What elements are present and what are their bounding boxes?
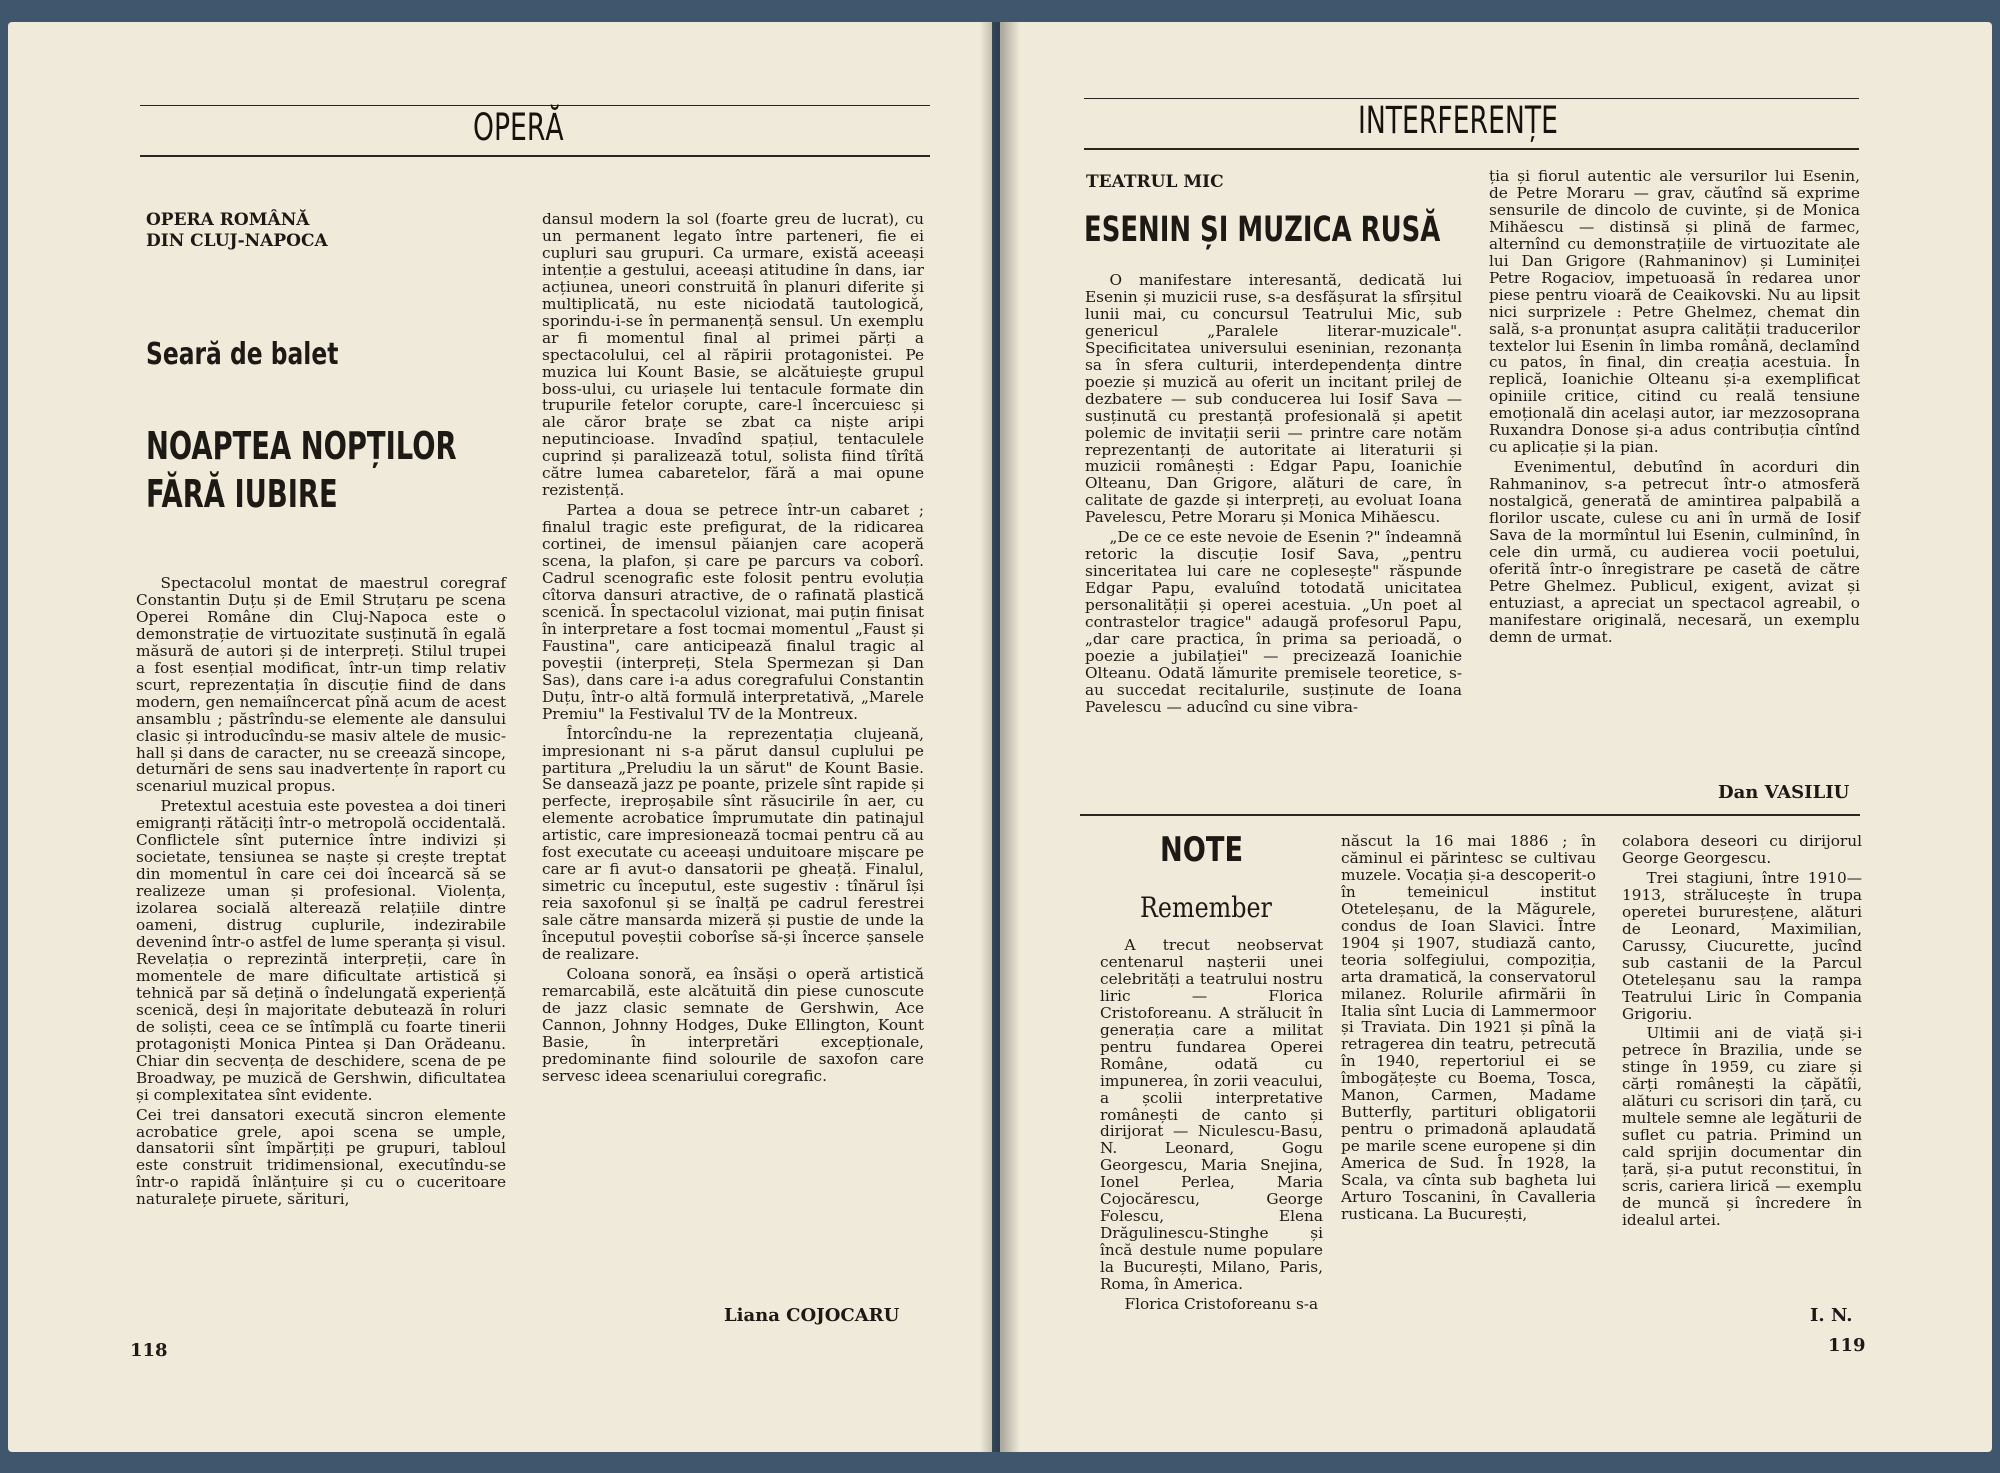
paragraph: Coloana sonoră, ea însăși o operă artistică remarcabilă, este alcătuită din piese cunoscute de jazz clasic semnate de Gershwin, Ace Cannon, Johnny Hodges, Duke Ellington, Kount Basie, în interpretări excepționale, predominante fiind solourile de saxofon care servesc ideea scenariului coregrafic. bbox=[542, 964, 924, 1085]
kicker-line: OPERA ROMÂNĂ bbox=[146, 210, 310, 230]
paragraph: ția și fiorul autentic ale versurilor lui Esenin, de Petre Moraru — grav, căutînd să exprime sensurile de dincolo de cuvinte, și de Monica Mihăescu — distinsă și plină de farmec, alternînd cu demonstrațiile de virtuozitate ale lui Dan Grigore (Rahmaninov) și Luminiței Petre Rogaciov, impetuoasă în redarea unor piese pentru vioară de Ceaikovski. Nu au lipsit nici surprizele : Petre Ghelmez, chemat din sală, s-a pronunțat asupra calității traducerilor textelor lui Esenin în limba română, declamînd cu patos, în final, din creația acestuia. În replică, Ioanichie Olteanu și-a exemplificat opiniile critice, citind cu reală tensiune emoțională din același autor, iar mezzosoprana Ruxandra Donose și-a adus contribuția cîntînd cu aplicație și la pian. bbox=[1489, 167, 1860, 457]
page-number: 119 bbox=[1828, 1335, 1866, 1356]
article-headline bbox=[146, 422, 457, 518]
paragraph: Partea a doua se petrece într-un cabaret ; finalul tragic este prefigurat, de la ridicarea cortinei, de imensul păianjen care acoperă scena, la plafon, și care pe parcurs va coborî. Cadrul scenografic este folosit pentru evoluția cîtorva dansuri atractive, de o rafinată plastică scenică. În spectacolul vizionat, mai puțin finisat în interpretare a fost tocmai momentul „Faust și Faustina", care anticipează finalul tragic al poveștii (interpreți, Stela Spermezan și Dan Sas), dans care i-a adus coregrafului Constantin Duțu, într-o altă formulă interpretativă, „Marele Premiu" la Festivalul TV de la Montreux. bbox=[542, 501, 924, 723]
left-page bbox=[8, 22, 992, 1452]
paragraph: Florica Cristoforeanu s-a bbox=[1124, 1295, 1319, 1314]
article-column-1 bbox=[1085, 272, 1462, 716]
headline-line: FĂRĂ IUBIRE bbox=[146, 472, 338, 516]
article-column-2 bbox=[1489, 168, 1860, 646]
article-kicker: TEATRUL MIC bbox=[1086, 172, 1224, 192]
note-title: Remember bbox=[1140, 891, 1272, 924]
paragraph: Spectacolul montat de maestrul coregraf Constantin Duțu și de Emil Struțaru pe scena Operei Române din Cluj-Napoca este o demonstrație de virtuozitate susținută în egală măsură de autori și de interpreți. Stilul trupei a fost esențial modificat, într-un timp relativ scurt, reprezentația în discuție fiind de dans modern, gen nemaiîncercat pînă acum de acest ansamblu ; păstrîndu-se elemente ale dansului clasic și introducîndu-se masiv altele de music-hall și dans de caracter, nu se creează sincope, deturnări de sens sau inadvertențe în raport cu scenariul muzical propus. bbox=[136, 574, 506, 796]
paragraph: A trecut neobservat centenarul nașterii unei celebrități a teatrului nostru liric — Florica Cristoforeanu. A strălucit în generația care a militat pentru fundarea Operei Române, odată cu impunerea, în zorii veacului, a școlii interpretative românești de canto și dirijorat — Niculescu-Basu, N. Leonard, Gogu Georgescu, Maria Snejina, Ionel Perlea, Maria Cojocărescu, George Folescu, Elena Drăgulinescu-Stinghe și încă destule nume populare la București, Milano, Paris, Roma, în America. bbox=[1100, 936, 1323, 1294]
note-column-2 bbox=[1341, 833, 1596, 1223]
paragraph: Evenimentul, debutînd în acorduri din Rahmaninov, s-a petrecut într-o atmosferă nostalgică, generată de amintirea palpabilă a florilor uscate, culese cu ani în urmă de Iosif Sava de la mormîntul lui Esenin, culminînd, în cele din urmă, cu audierea vocii poetului, oferită într-o înregistrare pe casetă de către Petre Ghelmez. Publicul, exigent, avizat și entuziast, a apreciat un spectacol agreabil, o manifestare originală, necesară, un exemplu demn de urmat. bbox=[1489, 458, 1860, 646]
page-number: 118 bbox=[130, 1340, 168, 1361]
paragraph: Ultimii ani de viață și-i petrece în Brazilia, unde se stinge în 1959, cu ziare și cărți românești la căpătîi, alături cu scrisori din țară, cu multele semne ale legăturii de suflet cu patria. Primind un cald sprijin documentar din țară, și-a putut reconstitui, în scris, cariera lirică — exemplu de muncă și încredere în idealul artei. bbox=[1622, 1024, 1862, 1229]
article-column-2 bbox=[542, 211, 924, 1085]
paragraph: Trei stagiuni, între 1910—1913, strălucește în trupa operetei bururesțene, alături de Leonard, Maximilian, Carussy, Ciucurette, jucînd sub castanii de la Parcul Oteteleșanu sau la rampa Teatrului Liric în Compania Grigoriu. bbox=[1622, 868, 1862, 1023]
right-page bbox=[1000, 22, 1992, 1452]
paragraph: Pretextul acestuia este povestea a doi tineri emigranți rătăciți într-o metropolă occidentală. Conflictele sînt puternice între indivizi și societate, tensiunea se naște și crește treptat din momentul în care cei doi încearcă să se realizeze uman și profesional. Violența, izolarea socială alterează relațiile dintre oameni, distrug cuplurile, indezirabile devenind într-o astfel de lume speranța și visul. Revelația o reprezintă interpreții, care în momentele de mare dificultate artistică și tehnică par să dețină o îndelungată experiență scenică, deși în majoritate debutează în roluri de soliști, ceea ce se întîmplă cu foarte tinerii protagoniști Monica Pintea și Dan Orădeanu. Chiar din secvența de deschidere, scena de pe Broadway, pe muzică de Gershwin, dificultatea și complexitatea sînt evidente. bbox=[136, 797, 506, 1104]
paragraph: Întorcîndu-ne la reprezentația clujeană, impresionant ni s-a părut dansul cuplului pe partitura „Preludiu la un sărut" de Kount Basie. Se dansează jazz pe poante, prizele sînt rapide și perfecte, ireproșabile sînt răsucirile în aer, cu elemente acrobatice împrumutate din patinajul artistic, care impresionează tocmai pentru că au fost executate cu aceeași unduitoare mișcare pe care ar fi avut-o dansatorii pe gheață. Finalul, simetric cu începutul, este sugestiv : tînărul își reia saxofonul și se înalță pe cadrul ferestrei sale către mansarda mizeră și pustie de unde la începutul poveștii coborîse să-și încerce șansele de realizare. bbox=[542, 724, 924, 963]
notes-rule bbox=[1080, 814, 1860, 816]
article-kicker bbox=[146, 210, 328, 252]
section-rule-bottom bbox=[140, 155, 930, 157]
notes-section-title: NOTE bbox=[1160, 830, 1244, 870]
section-rule-bottom bbox=[1084, 148, 1859, 150]
paragraph: dansul modern la sol (foarte greu de lucrat), cu un permanent legato între parteneri, fie ei cupluri sau grupuri. Ca urmare, există aceeași intenție a gestului, aceeași atitudine în dans, iar acțiunea, uneori construită în planuri diferite și multiplicată, nu este niciodată tautologică, sporindu-i-se în permanență sensul. Un exemplu ar fi momentul final al primei părți a spectacolului, cel al răpirii protagonistei. Pe muzica lui Kount Basie, se alcătuiește grupul boss-ului, cu uriașele lui tentacule formate din trupurile fetelor corupte, care-l încercuiesc și ale căror brațe se zbat ca niște aripi neputincioase. Invadînd spațiul, tentaculele cuprind și paralizează totul, solista fiind tîrîtă către lumea cabaretelor, fără a mai opune rezistență. bbox=[542, 210, 924, 500]
note-column-1 bbox=[1100, 937, 1323, 1313]
kicker-line: DIN CLUJ-NAPOCA bbox=[146, 231, 328, 251]
book-gutter bbox=[980, 22, 1020, 1452]
headline-line: NOAPTEA NOPȚILOR bbox=[146, 424, 457, 468]
section-title: OPERĂ bbox=[473, 106, 564, 149]
article-headline: ESENIN ȘI MUZICA RUSĂ bbox=[1084, 210, 1441, 250]
article-signature: Dan VASILIU bbox=[1718, 782, 1850, 803]
paragraph: colabora deseori cu dirijorul George Georgescu. bbox=[1622, 832, 1862, 867]
paragraph: O manifestare interesantă, dedicată lui Esenin și muzicii ruse, s-a desfășurat la sfîrșitul lunii mai, cu concursul Teatrului Mic, sub genericul „Paralele literar-muzicale". Specificitatea universului eseninian, rezonanța sa în sfera culturii, interdependența dintre poezie și muzică au oferit un incitant prilej de dezbatere — sub conducerea lui Iosif Sava — susținută cu prestanță profesională și apetit polemic de invitații serii — printre care notăm reprezentanți de autoritate ai literaturii și muzicii românești : Edgar Papu, Ioanichie Olteanu, Dan Grigore, alături de care, în calitate de gazde și interpreți, au evoluat Ioana Pavelescu, Petre Moraru și Monica Mihăescu. bbox=[1085, 271, 1462, 527]
article-subtitle: Seară de balet bbox=[146, 337, 339, 372]
article-column-1 bbox=[136, 575, 506, 1208]
bleed-through-shadow bbox=[1892, 152, 1992, 1012]
section-title: INTERFERENȚE bbox=[1358, 99, 1558, 142]
note-signature: I. N. bbox=[1810, 1305, 1853, 1326]
article-signature: Liana COJOCARU bbox=[724, 1305, 900, 1326]
note-column-3 bbox=[1622, 833, 1862, 1229]
paragraph: „De ce ce este nevoie de Esenin ?" îndeamnă retoric la discuție Iosif Sava, „pentru sinceritatea lui care ne coplesește" răspunde Edgar Papu, evaluînd totodată unicitatea personalității și operei acestuia. „Un poet al contrastelor tragice" adaugă profesorul Papu, „dar care practica, în prima sa perioadă, o poezie a jubilației" — precizează Ioanichie Olteanu. Odată lămurite premisele teoretice, s-au succedat recitalurile, susținute de Ioana Pavelescu — aducînd cu sine vibra- bbox=[1085, 528, 1462, 716]
paragraph: născut la 16 mai 1886 ; în căminul ei părintesc se cultivau muzele. Vocația și-a descoperit-o în temeinicul institut Oteteleșanu, de la Măgurele, condus de Ioan Slavici. Între 1904 și 1907, studiază canto, teoria solfegiului, compoziția, arta dramatică, la conservatorul milanez. Rolurile afirmării în Italia sînt Lucia di Lammermoor și Traviata. Din 1921 și pînă la retragerea din teatru, petrecută în 1940, repertoriul ei se îmbogățește cu Boema, Tosca, Manon, Carmen, Madame Butterfly, partituri obligatorii pentru o primadonă aplaudată pe marile scene europene și din America de Sud. În 1928, la Scala, va cînta sub bagheta lui Arturo Toscanini, în Cavalleria rusticana. La București, bbox=[1341, 832, 1596, 1223]
paragraph: Cei trei dansatori execută sincron elemente acrobatice grele, apoi scena se umple, dansatorii sînt împărțiți pe grupuri, tabloul este construit tridimensional, executîndu-se într-o rapidă înlănțuire și cu o cuceritoare naturalețe piruete, sărituri, bbox=[136, 1105, 506, 1209]
